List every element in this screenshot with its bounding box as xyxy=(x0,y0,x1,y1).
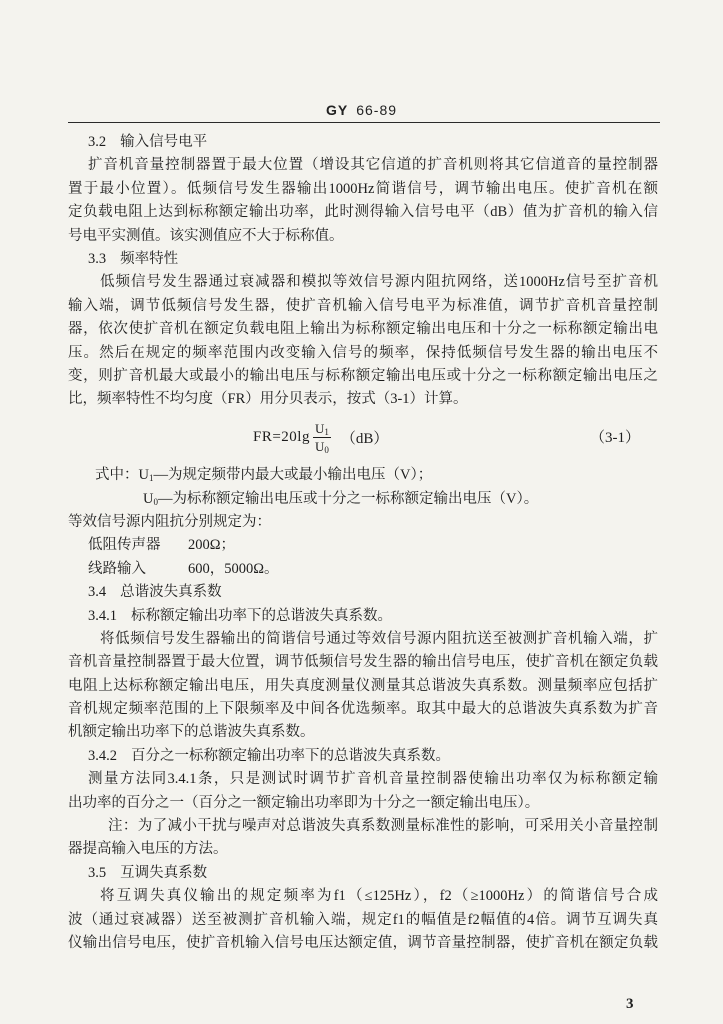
fraction-denominator xyxy=(313,438,331,454)
paragraph-line: 比，频率特性不均匀度（FR）用分贝表示，按式（3-1）计算。 xyxy=(68,391,468,408)
section-title: 标称额定输出功率下的总谐波失真系数。 xyxy=(131,607,392,624)
fraction-numerator xyxy=(313,421,331,438)
section-title: 总谐波失真系数 xyxy=(120,584,222,601)
paragraph-line: 出功率的百分之一（百分之一额定输出功率即为十分之一额定输出电压）。 xyxy=(68,794,540,811)
formula-lhs: FR=20lg xyxy=(253,429,310,446)
section-heading-3-4 xyxy=(68,581,658,604)
section-number: 3.5 xyxy=(88,864,107,881)
paragraph-line: 测量方法同3.4.1条，只是测试时调节扩音机音量控制器使输出功率仅为标称额定输 xyxy=(88,771,658,788)
variable-description: —为规定频带内最大或最小输出电压（V）； xyxy=(153,467,433,484)
variable-subscript: 1 xyxy=(148,473,154,484)
numerator-symbol: U xyxy=(314,421,325,437)
page-number: 3 xyxy=(626,996,634,1012)
impedance-value: 200Ω； xyxy=(188,537,236,554)
standard-code: GY xyxy=(325,102,349,118)
equation-number: （3-1） xyxy=(590,429,640,446)
paragraph-line: 波（通过衰减器）送至被测扩音机输入端，规定f1的幅值是f2幅值的4倍。调节互调失真 xyxy=(68,911,658,928)
section-number: 3.3 xyxy=(88,250,107,267)
variable-symbol: U xyxy=(138,467,149,484)
paragraph-line: 输入端，调节低频信号发生器，使扩音机输入信号电平为标准值，调节扩音机音量控制 xyxy=(68,297,658,314)
impedance-item xyxy=(68,534,658,557)
impedance-intro: 等效信号源内阻抗分别规定为： xyxy=(68,513,271,530)
section-title: 百分之一标称额定输出功率下的总谐波失真系数。 xyxy=(131,747,450,764)
paragraph-line: 变，则扩音机最大或最小的输出电压与标称额定输出电压或十分之一标称额定输出电压之 xyxy=(68,367,658,384)
paragraph-line: 低频信号发生器通过衰减器和模拟等效信号源内阻抗网络，送1000Hz信号至扩音机 xyxy=(100,274,658,291)
where-line-u0 xyxy=(68,488,658,511)
formula-3-1 xyxy=(68,412,658,465)
where-label: 式中： xyxy=(95,467,139,484)
section-heading-3-2 xyxy=(68,131,658,154)
impedance-value: 600，5000Ω。 xyxy=(188,560,279,577)
paragraph-line: 音机规定频率范围的上下限频率及中间各优选频率。取其中最大的总谐波失真系数为扩音 xyxy=(68,701,658,718)
section-title: 输入信号电平 xyxy=(120,134,208,150)
paragraph-line: 将互调失真仪输出的规定频率为f1（≤125Hz），f2（≥1000Hz）的简谐信号合成 xyxy=(100,888,658,905)
paragraph-line: 音机音量控制器置于最大位置，调节低频信号发生器的输出信号电压，使扩音机在额定负载 xyxy=(68,654,658,671)
paragraph-line: 电阻上达标称额定输出电压，用失真度测量仪测量其总谐波失真系数。测量频率应包括扩 xyxy=(68,677,658,694)
impedance-item xyxy=(68,558,658,581)
note-line: 注：为了减小干扰与噪声对总谐波失真系数测量标准性的影响，可采用关小音量控制 xyxy=(108,818,658,835)
standard-number: 66-89 xyxy=(356,102,398,118)
section-heading-3-4-2 xyxy=(68,745,658,768)
variable-subscript: 0 xyxy=(153,496,158,507)
section-heading-3-4-1 xyxy=(68,605,658,628)
impedance-label: 线路输入 xyxy=(88,560,146,577)
paragraph-line: 定负载电阻上达到标称额定输出功率，此时测得输入信号电平（dB）值为扩音机的输入信 xyxy=(68,204,658,221)
variable-symbol: U xyxy=(143,490,154,507)
paragraph-line: 置于最小位置）。低频信号发生器输出1000Hz简谐信号，调节输出电压。使扩音机在额 xyxy=(68,180,658,197)
document-body xyxy=(68,131,658,955)
paragraph-line: 扩音机音量控制器置于最大位置（增设其它信道的扩音机则将其它信道音的量控制器 xyxy=(88,157,658,174)
numerator-subscript: 1 xyxy=(324,427,329,438)
section-title: 互调失真系数 xyxy=(120,864,208,881)
header-rule xyxy=(68,122,660,123)
paragraph-line: 机额定输出功率下的总谐波失真系数。 xyxy=(68,724,315,741)
section-heading-3-5 xyxy=(68,862,658,885)
note-line: 器提高输入电压的方法。 xyxy=(68,841,228,858)
paragraph-line: 仪输出信号电压，使扩音机输入信号电压达额定值，调节音量控制器，使扩音机在额定负载 xyxy=(68,935,658,951)
section-heading-3-3 xyxy=(68,248,658,271)
paragraph-line: 器，依次使扩音机在额定负载电阻上输出为标称额定输出电压和十分之一标称额定输出电 xyxy=(68,321,658,338)
formula-unit: （dB） xyxy=(340,431,389,448)
impedance-label: 低阻传声器 xyxy=(88,537,161,554)
section-title: 频率特性 xyxy=(120,250,179,267)
running-header xyxy=(0,100,723,120)
section-number: 3.4 xyxy=(88,584,107,601)
formula-fraction xyxy=(313,421,331,454)
denominator-subscript: 0 xyxy=(324,445,329,456)
paragraph-line: 压。然后在规定的频率范围内改变输入信号的频率，保持低频信号发生器的输出电压不 xyxy=(68,344,658,361)
where-line-u1 xyxy=(68,464,658,487)
denominator-symbol: U xyxy=(314,439,325,455)
section-number: 3.4.2 xyxy=(88,747,117,764)
paragraph-line: 将低频信号发生器输出的简谐信号通过等效信号源内阻抗送至被测扩音机输入端，扩 xyxy=(100,630,658,647)
section-number: 3.4.1 xyxy=(88,607,117,624)
section-number: 3.2 xyxy=(88,134,107,150)
paragraph-line: 号电平实测值。该实测值应不大于标称值。 xyxy=(68,227,344,244)
variable-description: —为标称额定输出电压或十分之一标称额定输出电压（V）。 xyxy=(157,490,539,507)
